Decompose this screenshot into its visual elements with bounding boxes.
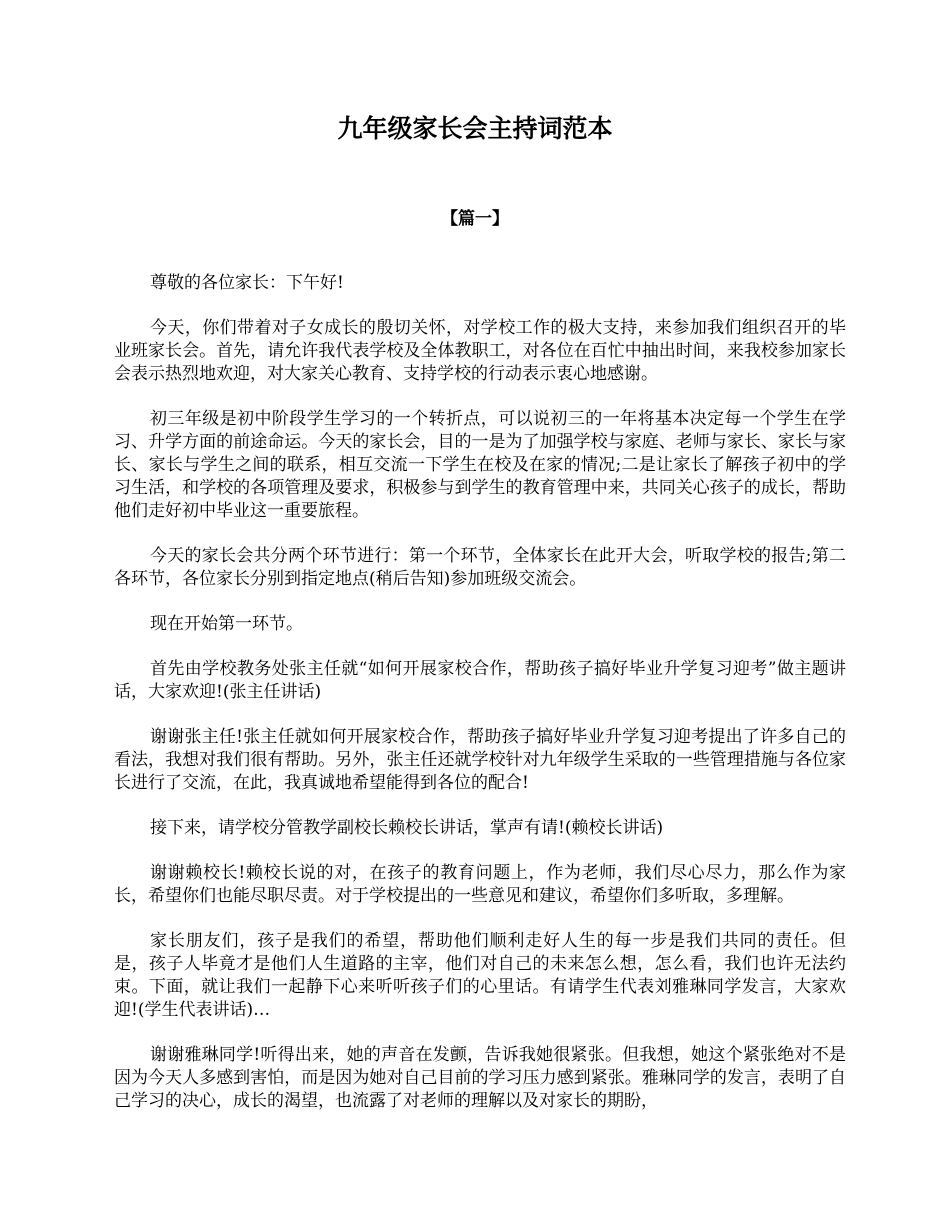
paragraph-welcome: 今天，你们带着对子女成长的殷切关怀，对学校工作的极大支持，来参加我们组织召开的毕业班家长会。首先，请允许我代表学校及全体教职工，对各位在百忙中抽出时间，来我校参加家长会表示热烈地欢迎，对大家关心教育、支持学校的行动表示衷心地感谢。 <box>114 318 846 384</box>
paragraph-principal-thanks: 谢谢赖校长!赖校长说的对，在孩子的教育问题上，作为老师，我们尽心尽力，那么作为家长，希望你们也能尽职尽责。对于学校提出的一些意见和建议，希望你们多听取，多理解。 <box>114 863 846 906</box>
page-title: 九年级家长会主持词范本 <box>337 114 613 143</box>
paragraph-student-thanks: 谢谢雅琳同学!听得出来，她的声音在发颤，告诉我她很紧张。但我想，她这个紧张绝对不是因为今天人多感到害怕，而是因为她对自己目前的学习压力感到紧张。雅琳同学的发言，表明了自己学习的决心，成长的渴望，也流露了对老师的理解以及对家长的期盼， <box>114 1045 846 1111</box>
paragraph-start: 现在开始第一环节。 <box>150 614 303 634</box>
paragraph-director-thanks: 谢谢张主任!张主任就如何开展家校合作，帮助孩子搞好毕业升学复习迎考提出了许多自己的看法，我想对我们很有帮助。另外，张主任还就学校针对九年级学生采取的一些管理措施与各位家长进行了交流，在此，我真诚地希望能得到各位的配合! <box>114 727 846 793</box>
section-label: 【篇一】 <box>441 209 509 229</box>
paragraph-purpose: 初三年级是初中阶段学生学习的一个转折点，可以说初三的一年将基本决定每一个学生在学习、升学方面的前途命运。今天的家长会，目的一是为了加强学校与家庭、老师与家长、家长与家长、家长与学生之间的联系，相互交流一下学生在校及在家的情况;二是让家长了解孩子初中的学习生活，和学校的各项管理及要求，积极参与到学生的教育管理中来，共同关心孩子的成长，帮助他们走好初中毕业这一重要旅程。 <box>114 409 846 521</box>
paragraph-principal-intro: 接下来，请学校分管教学副校长赖校长讲话，掌声有请!(赖校长讲话) <box>150 818 664 838</box>
paragraph-greeting: 尊敬的各位家长：下午好! <box>150 273 344 293</box>
paragraph-student-intro: 家长朋友们，孩子是我们的希望，帮助他们顺利走好人生的每一步是我们共同的责任。但是，孩子人毕竟才是他们人生道路的主宰，他们对自己的未来怎么想，怎么看，我们也许无法约束。下面，就让我们一起静下心来听听孩子们的心里话。有请学生代表刘雅琳同学发言，大家欢迎!(学生代表讲话)… <box>114 931 846 1020</box>
paragraph-director-intro: 首先由学校教务处张主任就“如何开展家校合作，帮助孩子搞好毕业升学复习迎考”做主题讲话，大家欢迎!(张主任讲话) <box>114 659 846 702</box>
paragraph-agenda: 今天的家长会共分两个环节进行：第一个环节，全体家长在此开大会，听取学校的报告;第二各环节，各位家长分别到指定地点(稍后告知)参加班级交流会。 <box>114 546 846 589</box>
document-body <box>114 272 846 1135</box>
